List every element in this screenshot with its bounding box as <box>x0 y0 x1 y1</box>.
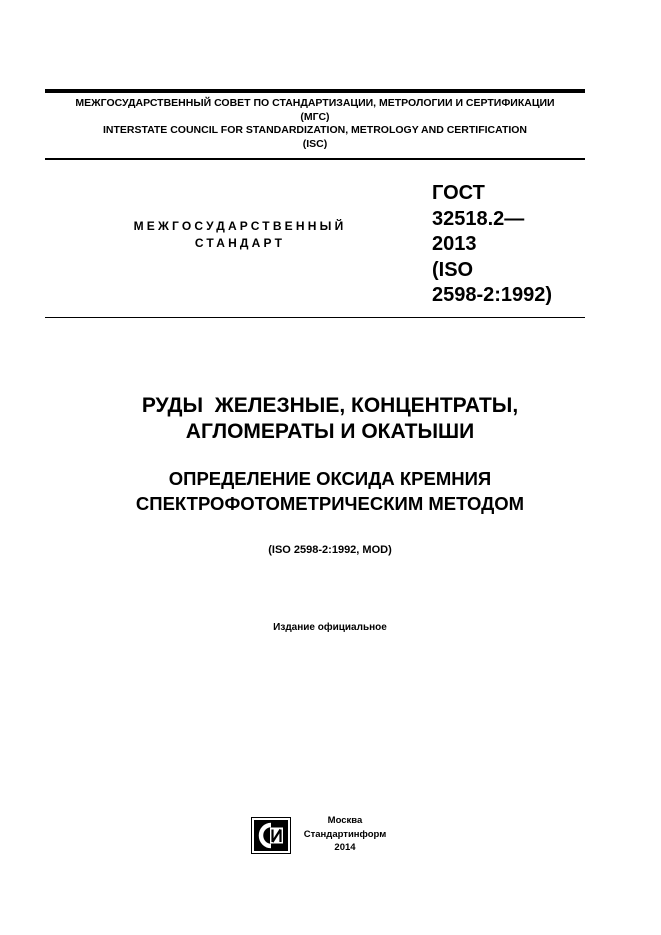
standard-type-line2: СТАНДАРТ <box>194 236 286 250</box>
document-title <box>45 393 615 445</box>
council-ru-abbreviation: (МГС) <box>300 110 330 123</box>
designation-line4: (ISO <box>432 258 474 281</box>
council-header <box>45 97 585 151</box>
standard-designation <box>432 181 582 309</box>
standard-type <box>95 218 385 252</box>
council-ru-name: МЕЖГОСУДАРСТВЕННЫЙ СОВЕТ ПО СТАНДАРТИЗАЦИИ, МЕТРОЛОГИИ И СЕРТИФИКАЦИИ <box>75 97 555 109</box>
imprint-year: 2014 <box>334 842 356 853</box>
subtitle-line2: СПЕКТРОФОТОМЕТРИЧЕСКИМ МЕТОДОМ <box>135 492 525 514</box>
designation-line3: 2013 <box>432 233 477 255</box>
council-en-abbreviation: (ISC) <box>302 137 328 150</box>
designation-rule <box>45 317 585 318</box>
council-en-name: INTERSTATE COUNCIL FOR STANDARDIZATION, METROLOGY AND CERTIFICATION <box>102 124 528 136</box>
designation-line2: 32518.2— <box>432 207 525 230</box>
iso-reference: (ISO 2598-2:1992, MOD) <box>268 544 392 556</box>
edition-note: Издание официальное <box>273 622 387 633</box>
imprint-publisher: Стандартинформ <box>303 828 387 840</box>
top-rule <box>45 89 585 93</box>
header-bottom-rule <box>45 158 585 160</box>
imprint <box>300 814 390 855</box>
standard-type-line1: МЕЖГОСУДАРСТВЕННЫЙ <box>133 219 347 233</box>
designation-line5: 2598-2:1992) <box>432 284 553 306</box>
document-subtitle <box>45 467 615 516</box>
title-line1: РУДЫ ЖЕЛЕЗНЫЕ, КОНЦЕНТРАТЫ, <box>141 394 519 417</box>
imprint-city: Москва <box>327 815 363 826</box>
standartinform-logo-icon <box>251 817 291 854</box>
designation-line1: ГОСТ <box>432 182 485 204</box>
subtitle-line1: ОПРЕДЕЛЕНИЕ ОКСИДА КРЕМНИЯ <box>168 468 492 489</box>
title-line2: АГЛОМЕРАТЫ И ОКАТЫШИ <box>185 420 475 443</box>
